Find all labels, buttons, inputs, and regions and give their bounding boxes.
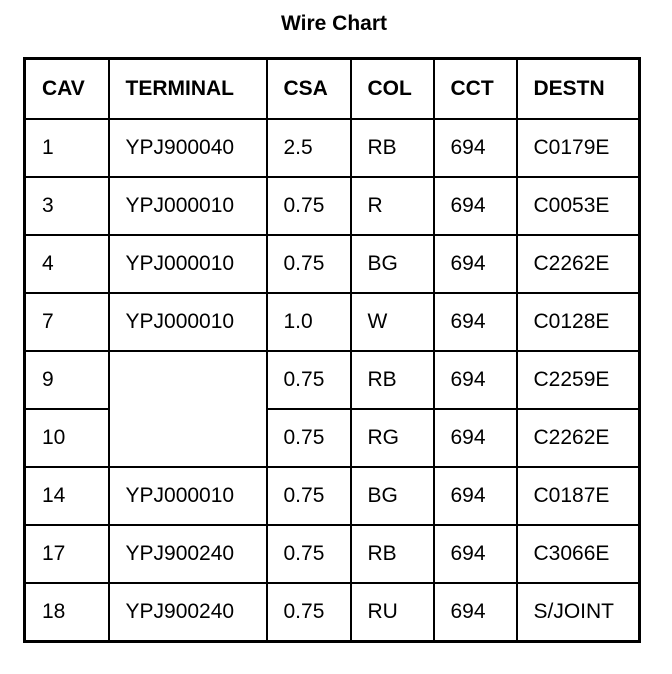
table-row — [25, 583, 640, 642]
page-title: Wire Chart — [281, 12, 387, 35]
cell-terminal: YPJ900240 — [109, 583, 267, 642]
cell-terminal: YPJ000010 — [109, 177, 267, 235]
cell-cav: 10 — [25, 409, 109, 467]
cell-cav: 3 — [25, 177, 109, 235]
cell-col: BG — [351, 467, 434, 525]
table-row — [25, 409, 640, 467]
cell-cav: 18 — [25, 583, 109, 642]
cell-csa: 0.75 — [267, 525, 351, 583]
table-header-row — [25, 59, 640, 120]
cell-cct: 694 — [434, 467, 517, 525]
cell-terminal: YPJ000010 — [109, 467, 267, 525]
table-row — [25, 467, 640, 525]
table-row — [25, 525, 640, 583]
cell-terminal — [109, 409, 267, 467]
cell-destn: C0187E — [517, 467, 640, 525]
cell-col: RU — [351, 583, 434, 642]
table-row — [25, 351, 640, 409]
cell-cav: 4 — [25, 235, 109, 293]
cell-col: R — [351, 177, 434, 235]
cell-cct: 694 — [434, 525, 517, 583]
cell-csa: 0.75 — [267, 409, 351, 467]
cell-cav: 1 — [25, 119, 109, 177]
wire-chart-table — [23, 57, 641, 643]
cell-cct: 694 — [434, 293, 517, 351]
table-row — [25, 235, 640, 293]
cell-col: RG — [351, 409, 434, 467]
header-destn: DESTN — [517, 59, 640, 120]
cell-destn: C0179E — [517, 119, 640, 177]
cell-destn: C2259E — [517, 351, 640, 409]
cell-cct: 694 — [434, 177, 517, 235]
cell-csa: 0.75 — [267, 235, 351, 293]
cell-col: RB — [351, 351, 434, 409]
cell-destn: C0128E — [517, 293, 640, 351]
header-cav: CAV — [25, 59, 109, 120]
cell-csa: 0.75 — [267, 177, 351, 235]
cell-csa: 0.75 — [267, 467, 351, 525]
cell-cav: 9 — [25, 351, 109, 409]
cell-terminal: YPJ900240 — [109, 525, 267, 583]
cell-col: W — [351, 293, 434, 351]
cell-destn: C0053E — [517, 177, 640, 235]
cell-cct: 694 — [434, 235, 517, 293]
cell-cct: 694 — [434, 351, 517, 409]
cell-col: RB — [351, 119, 434, 177]
cell-terminal: YPJ000010 — [109, 235, 267, 293]
cell-col: RB — [351, 525, 434, 583]
cell-cct: 694 — [434, 583, 517, 642]
table-row — [25, 293, 640, 351]
header-cct: CCT — [434, 59, 517, 120]
cell-cav: 17 — [25, 525, 109, 583]
cell-csa: 0.75 — [267, 351, 351, 409]
cell-destn: C2262E — [517, 409, 640, 467]
header-csa: CSA — [267, 59, 351, 120]
cell-cct: 694 — [434, 119, 517, 177]
table-row — [25, 119, 640, 177]
cell-terminal — [109, 351, 267, 409]
cell-terminal: YPJ900040 — [109, 119, 267, 177]
header-col: COL — [351, 59, 434, 120]
table-row — [25, 177, 640, 235]
header-terminal: TERMINAL — [109, 59, 267, 120]
cell-cav: 7 — [25, 293, 109, 351]
cell-csa: 1.0 — [267, 293, 351, 351]
cell-cct: 694 — [434, 409, 517, 467]
cell-cav: 14 — [25, 467, 109, 525]
cell-csa: 2.5 — [267, 119, 351, 177]
cell-terminal: YPJ000010 — [109, 293, 267, 351]
cell-destn: C2262E — [517, 235, 640, 293]
cell-csa: 0.75 — [267, 583, 351, 642]
cell-destn: C3066E — [517, 525, 640, 583]
cell-col: BG — [351, 235, 434, 293]
cell-destn: S/JOINT — [517, 583, 640, 642]
